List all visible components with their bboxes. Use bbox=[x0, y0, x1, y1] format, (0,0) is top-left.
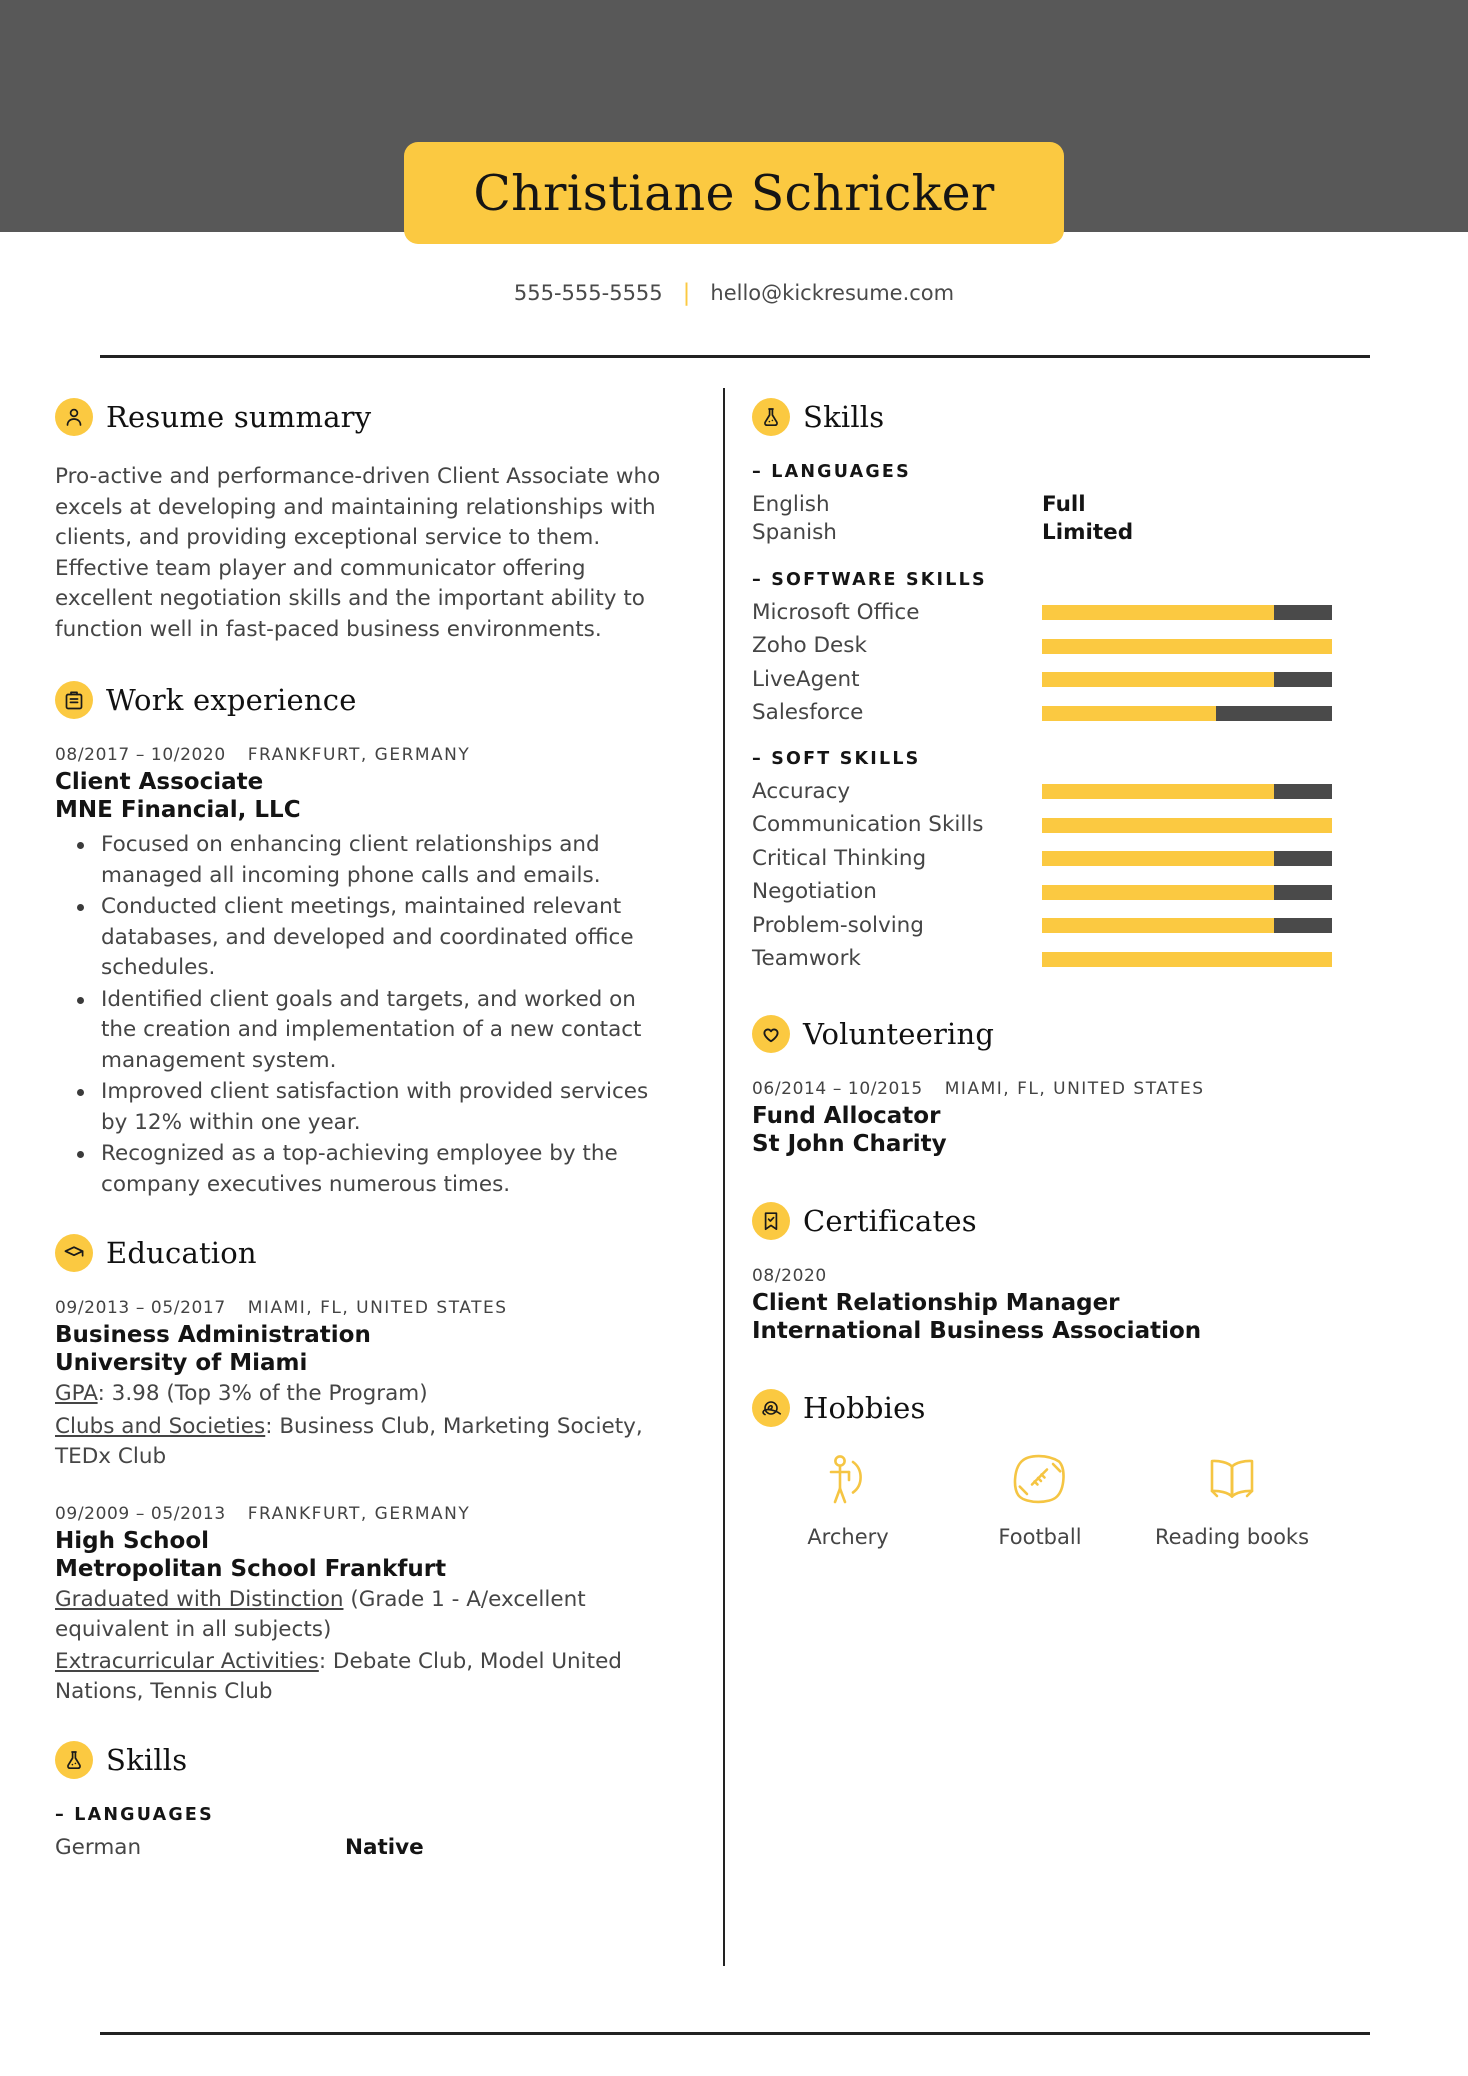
skill-bar-row bbox=[752, 945, 1382, 973]
section-title: Education bbox=[106, 1236, 257, 1271]
section-header bbox=[55, 1741, 675, 1779]
skill-group-title: – SOFT SKILLS bbox=[752, 748, 921, 769]
education-school: Metropolitan School Frankfurt bbox=[55, 1555, 447, 1582]
section-work-experience bbox=[55, 681, 675, 1200]
skill-bar-fill bbox=[1042, 672, 1274, 687]
work-position: Client Associate bbox=[55, 769, 264, 796]
note-value: Business Club, Marketing Society, TEDx Club bbox=[55, 1413, 643, 1469]
work-entry-meta bbox=[55, 745, 675, 765]
skill-bar-fill bbox=[1042, 605, 1274, 620]
volunteering-position: Fund Allocator bbox=[752, 1102, 941, 1129]
skill-bar-fill bbox=[1042, 639, 1332, 654]
skill-bar-track bbox=[1042, 605, 1332, 620]
language-name: Spanish bbox=[752, 520, 837, 546]
note-value: (Grade 1 - A/excellent equivalent in all subjects) bbox=[55, 1586, 586, 1642]
section-certificates bbox=[752, 1202, 1382, 1345]
education-entry bbox=[55, 1504, 675, 1707]
note-label: GPA bbox=[55, 1381, 98, 1407]
contact-separator: | bbox=[682, 279, 691, 306]
name-plate bbox=[404, 142, 1064, 244]
skill-bar-row bbox=[752, 778, 1382, 806]
hobbies-grid bbox=[752, 1453, 1382, 1549]
skill-bar-track bbox=[1042, 784, 1332, 799]
section-skills-right bbox=[752, 398, 1382, 973]
skill-group-title: – SOFTWARE SKILLS bbox=[752, 569, 987, 590]
hobby-label: Football bbox=[998, 1525, 1082, 1550]
skill-bar-row bbox=[752, 878, 1382, 906]
skill-bar-row bbox=[752, 666, 1382, 694]
note-separator: : bbox=[265, 1413, 280, 1439]
section-title: Resume summary bbox=[106, 400, 372, 434]
skill-bar-fill bbox=[1042, 918, 1274, 933]
skill-bar-track bbox=[1042, 706, 1332, 721]
hobby-item bbox=[944, 1453, 1136, 1549]
language-name: English bbox=[752, 492, 830, 517]
skill-bar-row bbox=[752, 599, 1382, 627]
work-entry bbox=[55, 745, 675, 1200]
education-note bbox=[55, 1647, 675, 1707]
section-hobbies bbox=[752, 1389, 1382, 1549]
section-header bbox=[55, 398, 675, 436]
skill-bar-fill bbox=[1042, 706, 1216, 721]
skill-bar-row bbox=[752, 811, 1382, 839]
language-level: Native bbox=[345, 1835, 424, 1861]
skill-bar-fill bbox=[1042, 952, 1332, 967]
skill-group-languages bbox=[55, 1805, 675, 1862]
education-location: MIAMI, FL, UNITED STATES bbox=[247, 1298, 508, 1319]
education-entry-meta bbox=[55, 1504, 675, 1524]
note-label: Graduated with Distinction bbox=[55, 1586, 344, 1612]
football-icon bbox=[1011, 1453, 1069, 1509]
skill-name: Microsoft Office bbox=[752, 599, 920, 625]
skill-bar-track bbox=[1042, 818, 1332, 833]
hobby-label: Archery bbox=[807, 1525, 889, 1550]
skill-name: LiveAgent bbox=[752, 666, 860, 692]
skill-name: Accuracy bbox=[752, 778, 851, 804]
person-icon bbox=[55, 398, 93, 436]
skill-bar-fill bbox=[1042, 784, 1274, 799]
skill-bar-row bbox=[752, 845, 1382, 873]
skill-bar-track bbox=[1042, 952, 1332, 967]
skill-group-title: – LANGUAGES bbox=[55, 1805, 214, 1826]
contact-row bbox=[0, 281, 1468, 305]
note-value: 3.98 (Top 3% of the Program) bbox=[111, 1381, 428, 1407]
language-level: Full bbox=[1042, 492, 1086, 517]
education-note bbox=[55, 1379, 675, 1409]
graduation-cap-icon bbox=[55, 1234, 93, 1272]
section-header bbox=[55, 681, 675, 719]
skill-bar-row bbox=[752, 632, 1382, 660]
certificate-issuer: International Business Association bbox=[752, 1318, 1202, 1345]
flask-icon bbox=[55, 1741, 93, 1779]
summary-text: Pro-active and performance-driven Client Associate who excels at developing and maintaining relationships with clients, and providing exceptional service to them. Effective team player and communicator offering excellent negotiation skills and the important ability to function well in fast-paced business environments. bbox=[55, 464, 661, 642]
skill-name: Critical Thinking bbox=[752, 845, 927, 871]
skill-name: Problem-solving bbox=[752, 912, 924, 938]
work-bullet-list bbox=[55, 830, 675, 1200]
skill-name: Salesforce bbox=[752, 700, 864, 726]
language-row bbox=[752, 491, 1382, 519]
section-header bbox=[752, 1202, 1382, 1240]
note-label: Clubs and Societies bbox=[55, 1413, 266, 1439]
certificate-date: 08/2020 bbox=[752, 1266, 827, 1286]
skill-bar-track bbox=[1042, 851, 1332, 866]
education-note bbox=[55, 1585, 675, 1645]
list-item: Improved client satisfaction with provided services by 12% within one year. bbox=[85, 1077, 675, 1138]
note-label: Extracurricular Activities bbox=[55, 1649, 319, 1675]
section-title: Skills bbox=[803, 400, 885, 434]
section-resume-summary bbox=[55, 398, 675, 645]
candidate-name: Christiane Schricker bbox=[473, 164, 995, 222]
skill-bar-track bbox=[1042, 672, 1332, 687]
flask-icon bbox=[752, 398, 790, 436]
education-dates: 09/2013 – 05/2017 bbox=[55, 1298, 226, 1319]
section-header bbox=[55, 1234, 675, 1272]
skill-name: Negotiation bbox=[752, 879, 877, 905]
skill-bar-fill bbox=[1042, 851, 1274, 866]
skill-group-soft bbox=[752, 749, 1382, 973]
education-location: FRANKFURT, GERMANY bbox=[247, 1503, 471, 1524]
briefcase-icon bbox=[55, 681, 93, 719]
skill-group-software bbox=[752, 570, 1382, 727]
work-dates: 08/2017 – 10/2020 bbox=[55, 745, 226, 766]
left-column bbox=[55, 398, 675, 1893]
list-item: Focused on enhancing client relationships and managed all incoming phone calls and emails. bbox=[85, 830, 675, 891]
section-header bbox=[752, 398, 1382, 436]
phone-number: 555-555-5555 bbox=[513, 281, 663, 305]
heart-icon bbox=[752, 1015, 790, 1053]
language-row bbox=[55, 1834, 675, 1862]
volunteering-entry-meta bbox=[752, 1079, 1382, 1099]
skill-name: Communication Skills bbox=[752, 812, 984, 838]
section-title: Work experience bbox=[106, 683, 357, 718]
skill-bar-track bbox=[1042, 885, 1332, 900]
column-divider-rule bbox=[723, 388, 725, 1966]
volunteering-dates: 06/2014 – 10/2015 bbox=[752, 1078, 923, 1099]
education-entry bbox=[55, 1298, 675, 1471]
skill-bar-fill bbox=[1042, 885, 1274, 900]
section-title: Skills bbox=[106, 1743, 188, 1778]
work-company: MNE Financial, LLC bbox=[55, 797, 301, 824]
note-separator: : bbox=[97, 1381, 112, 1407]
note-value: Debate Club, Model United Nations, Tennis Club bbox=[55, 1649, 622, 1705]
section-education bbox=[55, 1234, 675, 1707]
open-book-icon bbox=[1206, 1453, 1258, 1509]
education-dates: 09/2009 – 05/2013 bbox=[55, 1503, 226, 1524]
education-note bbox=[55, 1412, 675, 1472]
section-title: Hobbies bbox=[803, 1391, 926, 1426]
skill-bar-row bbox=[752, 699, 1382, 727]
language-row bbox=[752, 519, 1382, 547]
work-location: FRANKFURT, GERMANY bbox=[247, 745, 471, 766]
skill-bar-row bbox=[752, 912, 1382, 940]
volunteering-location: MIAMI, FL, UNITED STATES bbox=[944, 1078, 1205, 1099]
skill-bar-track bbox=[1042, 639, 1332, 654]
certificate-entry bbox=[752, 1266, 1382, 1345]
note-separator: : bbox=[318, 1649, 333, 1675]
education-program: Business Administration bbox=[55, 1322, 371, 1349]
section-title: Certificates bbox=[803, 1204, 977, 1238]
education-program: High School bbox=[55, 1527, 210, 1554]
hobby-item bbox=[752, 1453, 944, 1549]
list-item: Conducted client meetings, maintained relevant databases, and developed and coordinated office schedules. bbox=[85, 892, 675, 984]
skill-name: Zoho Desk bbox=[752, 633, 867, 659]
hobby-item bbox=[1136, 1453, 1328, 1549]
education-entry-meta bbox=[55, 1298, 675, 1318]
hobby-label: Reading books bbox=[1154, 1525, 1310, 1550]
section-header bbox=[752, 1015, 1382, 1053]
skill-bar-track bbox=[1042, 918, 1332, 933]
list-item: Identified client goals and targets, and worked on the creation and implementation of a new contact management system. bbox=[85, 985, 675, 1077]
email-address: hello@kickresume.com bbox=[710, 281, 955, 305]
section-header bbox=[752, 1389, 1382, 1427]
volunteering-organization: St John Charity bbox=[752, 1130, 947, 1157]
skill-group-title: – LANGUAGES bbox=[752, 462, 911, 482]
planet-icon bbox=[752, 1389, 790, 1427]
volunteering-entry bbox=[752, 1079, 1382, 1158]
skill-name: Teamwork bbox=[752, 946, 861, 972]
bottom-divider-rule bbox=[100, 2032, 1370, 2035]
language-name: German bbox=[55, 1835, 142, 1861]
education-school: University of Miami bbox=[55, 1350, 308, 1377]
right-column bbox=[752, 398, 1382, 1579]
top-divider-rule bbox=[100, 355, 1370, 358]
section-title: Volunteering bbox=[803, 1016, 995, 1051]
section-volunteering bbox=[752, 1015, 1382, 1158]
list-item: Recognized as a top-achieving employee by the company executives numerous times. bbox=[85, 1139, 675, 1200]
skill-bar-fill bbox=[1042, 818, 1332, 833]
bookmark-check-icon bbox=[752, 1202, 790, 1240]
archery-icon bbox=[825, 1453, 871, 1509]
section-skills-left bbox=[55, 1741, 675, 1862]
skill-group-languages bbox=[752, 462, 1382, 548]
certificate-name: Client Relationship Manager bbox=[752, 1290, 1120, 1316]
language-level: Limited bbox=[1042, 520, 1134, 546]
